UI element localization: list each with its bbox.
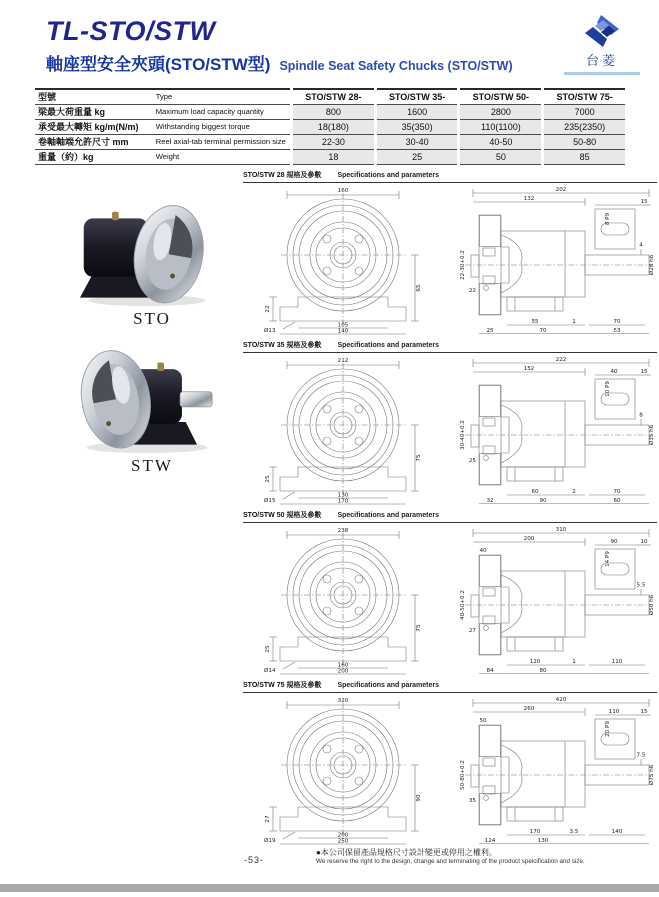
cell-value: 800 — [292, 104, 376, 119]
side-section-view — [460, 527, 655, 674]
svg-text:105: 105 — [337, 322, 349, 329]
svg-text:25: 25 — [265, 645, 271, 653]
svg-text:160: 160 — [337, 188, 349, 194]
page-number: -53- — [244, 855, 265, 865]
svg-text:35: 35 — [468, 798, 476, 804]
spec-section — [243, 340, 657, 510]
side-section-view — [460, 357, 655, 504]
svg-text:110: 110 — [608, 709, 620, 715]
section-title-en: Specifications and parameters — [337, 342, 439, 349]
technical-drawing — [243, 695, 655, 845]
front-view — [264, 188, 422, 335]
svg-text:200: 200 — [523, 536, 535, 542]
row-label-en: Weight — [155, 152, 180, 161]
svg-text:53: 53 — [613, 327, 621, 334]
svg-text:70: 70 — [613, 489, 621, 495]
svg-text:152: 152 — [523, 366, 535, 372]
svg-text:70: 70 — [539, 327, 547, 334]
svg-text:50-80+0.2: 50-80+0.2 — [460, 760, 466, 790]
svg-text:130: 130 — [337, 492, 349, 499]
svg-text:27: 27 — [265, 815, 271, 823]
photo-sto — [62, 190, 242, 329]
table-header-row — [35, 89, 625, 104]
svg-text:3.5: 3.5 — [569, 829, 579, 835]
page-title: TL-STO/STW — [46, 16, 216, 46]
svg-text:40: 40 — [479, 548, 487, 554]
row-label-en: Reel axial-tab terminal permission size — [155, 137, 286, 146]
row-label-en: Withstanding biggest torque — [155, 122, 250, 131]
svg-text:140: 140 — [611, 829, 623, 835]
svg-text:Ø15: Ø15 — [264, 498, 276, 504]
svg-text:Ø75 h6: Ø75 h6 — [649, 764, 655, 786]
svg-text:15: 15 — [640, 709, 648, 715]
svg-text:160: 160 — [337, 662, 349, 669]
row-label-zh: 承受最大轉矩 kg/m(N/m) — [38, 122, 139, 132]
technical-drawing — [243, 185, 655, 335]
technical-drawing — [243, 525, 655, 675]
logo-diamond-icon — [582, 14, 622, 48]
row-label-zh: 卷軸軸端允許尺寸 mm — [38, 137, 129, 147]
logo-text: 台菱 — [585, 53, 618, 68]
header-model: STO/STW 50- — [459, 89, 543, 104]
table-row — [35, 119, 625, 134]
company-logo — [557, 14, 647, 75]
svg-text:50: 50 — [479, 718, 487, 724]
section-title-zh: STO/STW 35 規格及參數 — [243, 342, 322, 349]
svg-text:84: 84 — [486, 667, 494, 674]
stw-caption: STW — [131, 456, 173, 475]
section-title-zh: STO/STW 28 規格及參數 — [243, 172, 322, 179]
svg-text:222: 222 — [555, 357, 567, 363]
svg-text:7.5: 7.5 — [636, 752, 646, 759]
page-subtitle — [46, 50, 513, 75]
spec-section — [243, 680, 657, 850]
header-model: STO/STW 75- — [543, 89, 625, 104]
front-view — [264, 358, 422, 505]
table-row — [35, 104, 625, 119]
svg-text:250: 250 — [337, 838, 349, 845]
cell-value: 40-50 — [459, 134, 543, 149]
svg-text:40: 40 — [610, 369, 618, 375]
svg-text:90: 90 — [610, 539, 618, 545]
svg-text:110: 110 — [611, 659, 623, 665]
table-row — [35, 149, 625, 164]
section-title-zh: STO/STW 75 規格及參數 — [243, 682, 322, 689]
svg-text:Ø35 h6: Ø35 h6 — [649, 424, 655, 446]
svg-text:55: 55 — [531, 319, 539, 325]
spec-section — [243, 510, 657, 680]
footnote-english: We reserve the right to the design, change and terminating of the product speicification and size. — [316, 858, 585, 865]
svg-text:60: 60 — [531, 489, 539, 495]
svg-text:75: 75 — [416, 454, 422, 462]
section-header — [243, 510, 657, 523]
footnote — [316, 848, 656, 866]
svg-text:25: 25 — [265, 475, 271, 483]
svg-text:90: 90 — [416, 794, 422, 802]
svg-text:Ø13: Ø13 — [264, 328, 276, 334]
svg-text:25: 25 — [468, 458, 476, 464]
cell-value: 25 — [375, 149, 459, 164]
svg-text:32: 32 — [486, 497, 494, 504]
svg-text:22: 22 — [265, 305, 271, 313]
stw-product-image — [62, 337, 232, 455]
svg-text:Ø50 h6: Ø50 h6 — [649, 594, 655, 616]
front-view — [264, 698, 422, 845]
svg-text:420: 420 — [555, 697, 567, 703]
svg-text:212: 212 — [337, 358, 349, 364]
bottom-bar — [0, 884, 659, 892]
svg-text:170: 170 — [529, 829, 541, 835]
cell-value: 30-40 — [375, 134, 459, 149]
svg-text:140: 140 — [337, 328, 349, 335]
svg-text:80: 80 — [539, 667, 547, 674]
svg-text:260: 260 — [523, 706, 535, 712]
row-label-zh: 重量（約）kg — [38, 152, 94, 162]
svg-text:22: 22 — [468, 288, 476, 294]
svg-text:10: 10 — [640, 539, 648, 545]
section-header — [243, 340, 657, 353]
svg-text:8: 8 — [639, 412, 643, 419]
table-row — [35, 134, 625, 149]
header-type-zh: 型號 — [38, 92, 57, 103]
spec-section — [243, 170, 657, 340]
svg-text:90: 90 — [539, 497, 547, 504]
section-title-en: Specifications and parameters — [337, 682, 439, 689]
footnote-chinese: ●本公司保留產品規格尺寸設計變更或停用之權利。 — [316, 848, 497, 857]
svg-text:200: 200 — [337, 832, 349, 839]
svg-text:238: 238 — [337, 528, 349, 534]
row-label-zh: 梁最大荷重量 kg — [38, 107, 106, 117]
cell-value: 1600 — [375, 104, 459, 119]
logo-underline — [564, 72, 640, 75]
cell-value: 22-30 — [292, 134, 376, 149]
cell-value: 7000 — [543, 104, 625, 119]
section-header — [243, 680, 657, 693]
drawing-sections — [243, 170, 657, 850]
svg-text:Ø14: Ø14 — [264, 668, 276, 674]
header-type-en: Type — [155, 92, 173, 102]
svg-text:130: 130 — [537, 837, 549, 844]
svg-text:120: 120 — [529, 659, 541, 665]
svg-text:5.5: 5.5 — [636, 582, 646, 589]
svg-text:170: 170 — [337, 498, 349, 505]
cell-value: 35(350) — [375, 119, 459, 134]
svg-text:8 P9: 8 P9 — [605, 212, 611, 226]
svg-text:1: 1 — [572, 659, 576, 665]
svg-text:40-50+0.2: 40-50+0.2 — [460, 590, 466, 620]
product-photos — [62, 190, 242, 476]
side-section-view — [460, 697, 655, 844]
svg-text:10 P9: 10 P9 — [605, 381, 611, 397]
svg-text:320: 320 — [337, 698, 349, 704]
section-title-zh: STO/STW 50 規格及參數 — [243, 512, 322, 519]
subtitle-english: Spindle Seat Safety Chucks (STO/STW) — [279, 59, 513, 73]
svg-text:14 P9: 14 P9 — [605, 551, 611, 567]
section-header — [243, 170, 657, 183]
row-label-en: Maximum load capacity quantity — [155, 107, 264, 116]
cell-value: 110(1100) — [459, 119, 543, 134]
svg-text:20 P9: 20 P9 — [605, 721, 611, 737]
svg-text:30-40+0.2: 30-40+0.2 — [460, 420, 466, 450]
svg-text:75: 75 — [416, 624, 422, 632]
svg-text:70: 70 — [613, 319, 621, 325]
cell-value: 18(180) — [292, 119, 376, 134]
svg-text:15: 15 — [640, 369, 648, 375]
svg-text:65: 65 — [416, 284, 422, 292]
svg-text:25: 25 — [486, 327, 494, 334]
subtitle-chinese: 軸座型安全夾頭(STO/STW型) — [46, 55, 271, 74]
cell-value: 18 — [292, 149, 376, 164]
svg-text:Ø19: Ø19 — [264, 838, 276, 844]
header-model: STO/STW 35- — [375, 89, 459, 104]
spec-table — [35, 88, 625, 165]
header-model: STO/STW 28- — [292, 89, 376, 104]
sto-caption: STO — [133, 309, 171, 328]
svg-text:202: 202 — [555, 187, 567, 193]
svg-text:Ø28 h6: Ø28 h6 — [649, 254, 655, 276]
technical-drawing — [243, 355, 655, 505]
svg-text:124: 124 — [484, 837, 496, 844]
svg-text:60: 60 — [613, 497, 621, 504]
svg-text:2: 2 — [572, 489, 576, 495]
svg-text:200: 200 — [337, 668, 349, 675]
sto-product-image — [62, 190, 232, 308]
svg-text:310: 310 — [555, 527, 567, 533]
svg-text:22-30+0.2: 22-30+0.2 — [460, 250, 466, 280]
photo-stw — [62, 337, 242, 476]
svg-text:132: 132 — [523, 196, 535, 202]
svg-text:4: 4 — [639, 242, 643, 249]
svg-text:15: 15 — [640, 199, 648, 205]
front-view — [264, 528, 422, 675]
section-title-en: Specifications and parameters — [337, 512, 439, 519]
cell-value: 235(2350) — [543, 119, 625, 134]
section-title-en: Specifications and parameters — [337, 172, 439, 179]
cell-value: 2800 — [459, 104, 543, 119]
cell-value: 50-80 — [543, 134, 625, 149]
side-section-view — [460, 187, 655, 334]
svg-text:27: 27 — [468, 628, 476, 634]
svg-text:1: 1 — [572, 319, 576, 325]
cell-value: 85 — [543, 149, 625, 164]
cell-value: 50 — [459, 149, 543, 164]
